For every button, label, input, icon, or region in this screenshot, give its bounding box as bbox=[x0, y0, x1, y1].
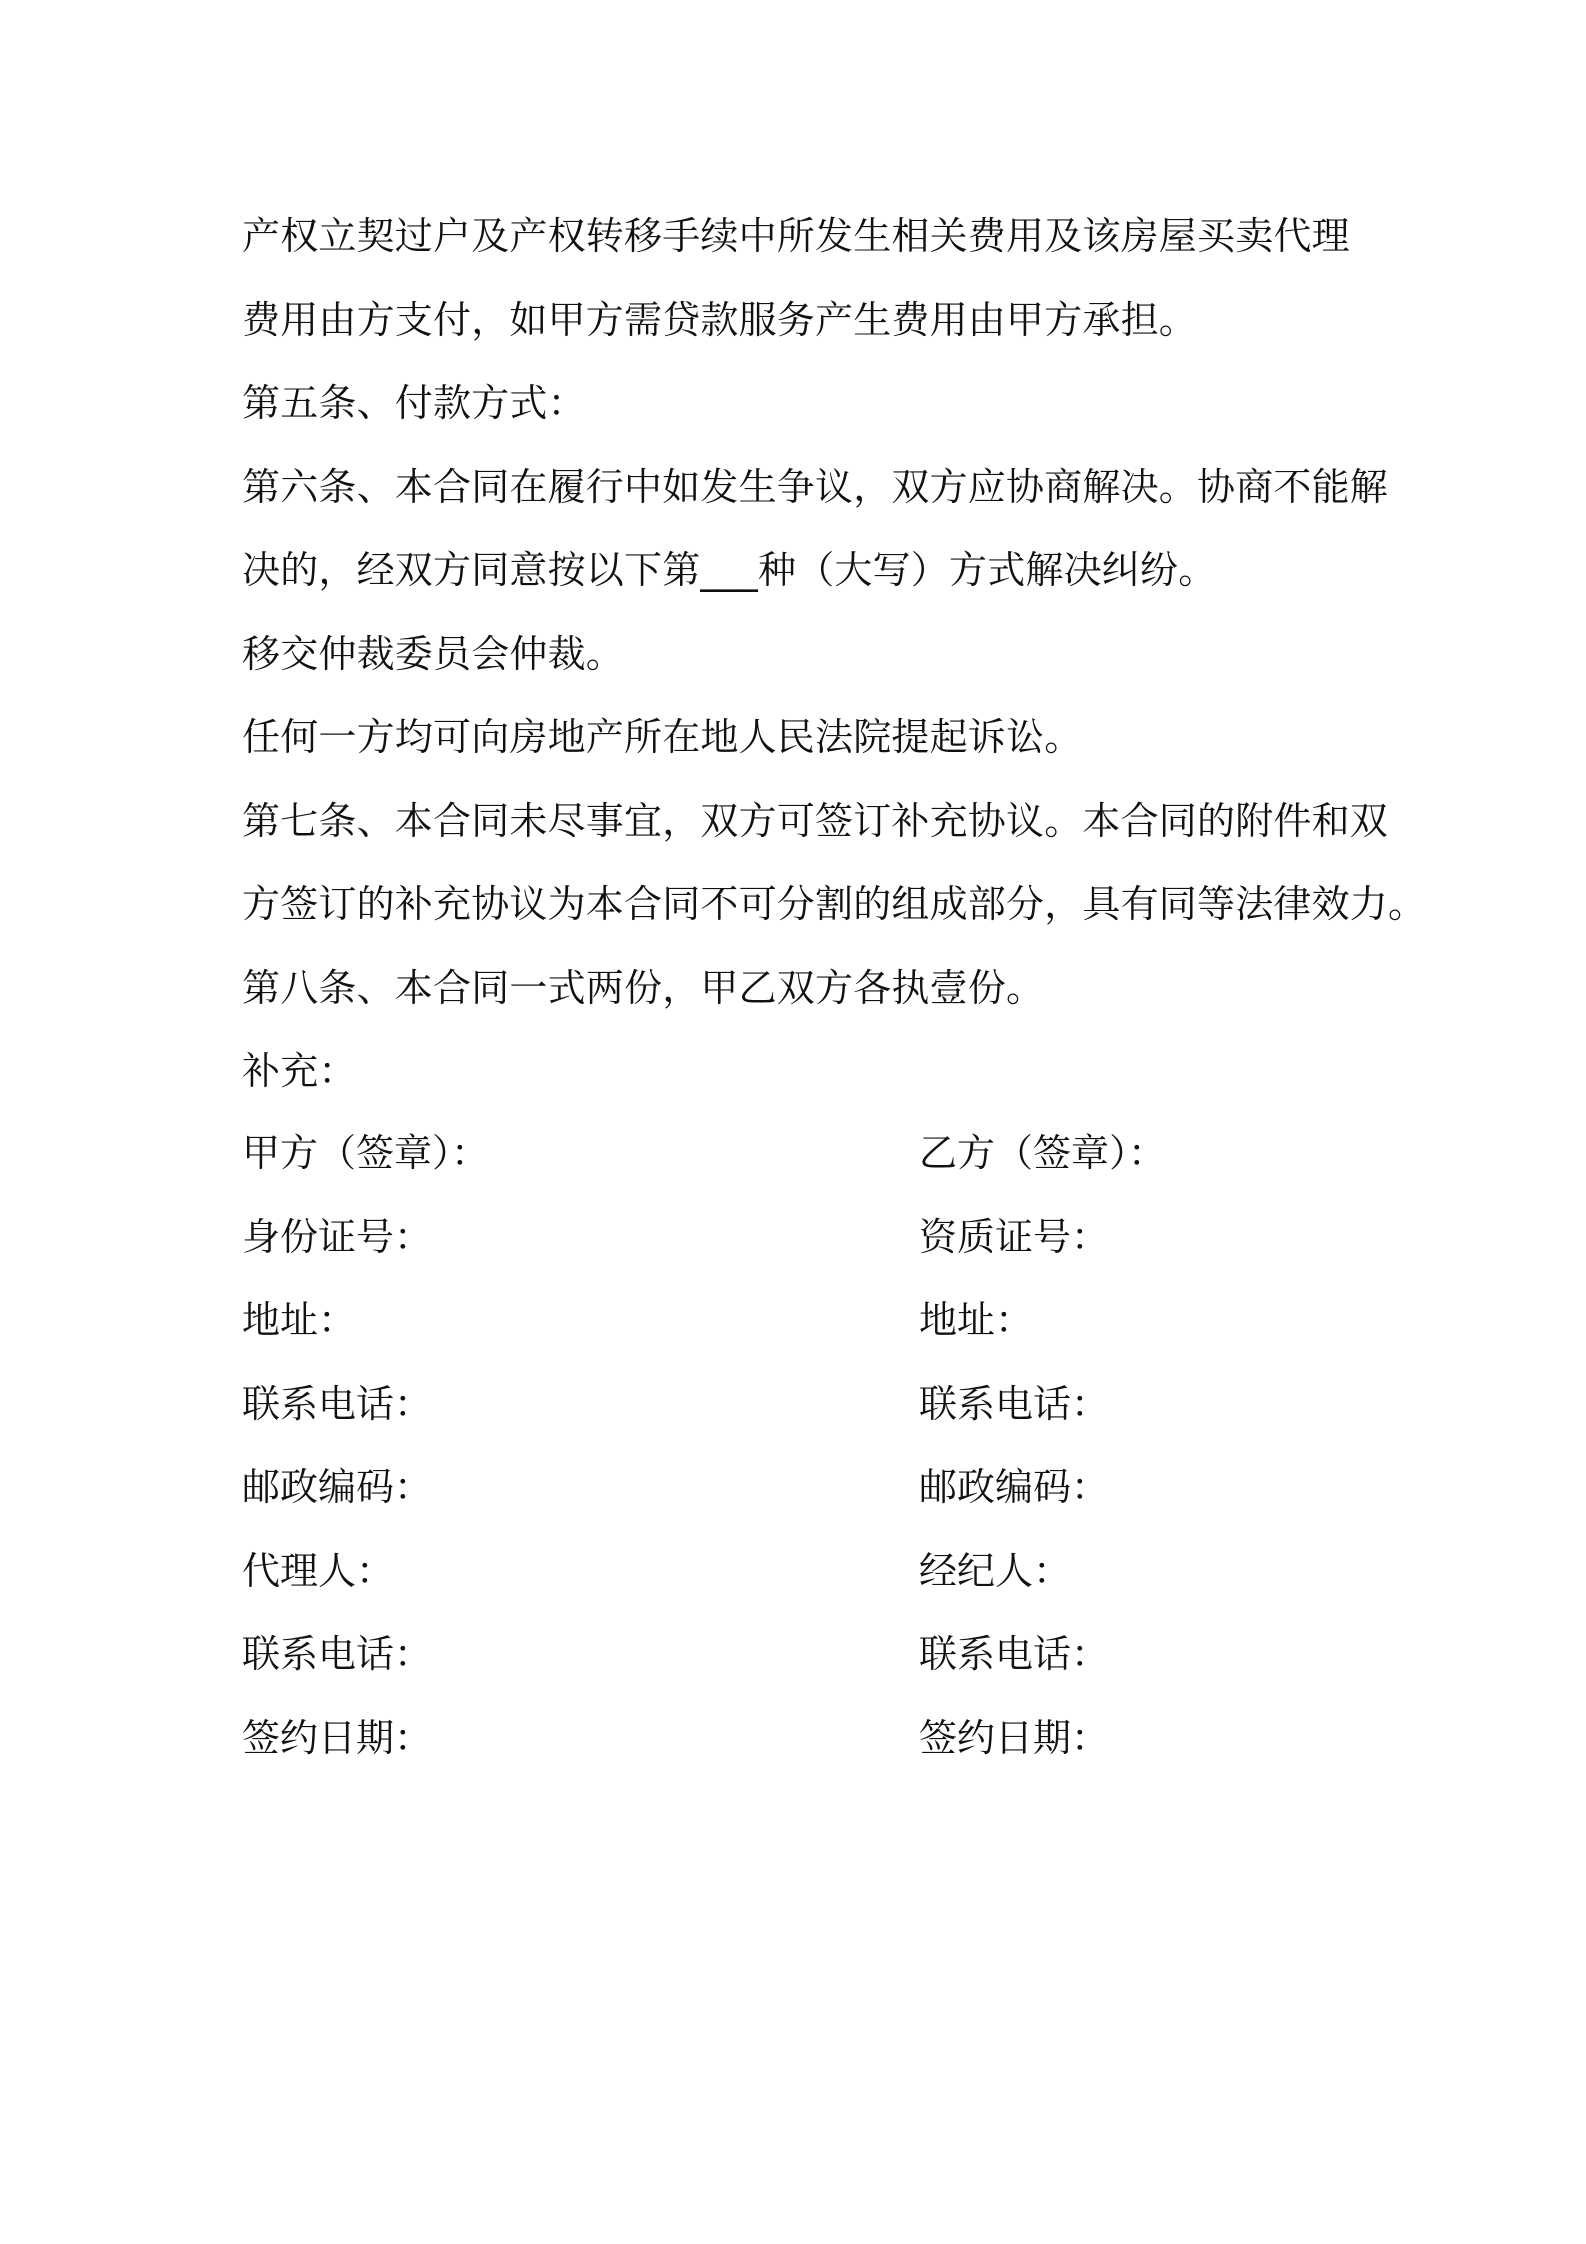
article-5-heading: 第五条、付款方式： bbox=[242, 381, 586, 425]
contract-body bbox=[242, 195, 1427, 1114]
signature-block bbox=[242, 1112, 1402, 1780]
paragraph-line: 产权立契过户及产权转移手续中所发生相关费用及该房屋买卖代理 bbox=[242, 214, 1350, 258]
article-7-line: 第七条、本合同未尽事宜，双方可签订补充协议。本合同的附件和双 bbox=[242, 798, 1389, 843]
party-a-phone-label: 联系电话： bbox=[242, 1381, 433, 1426]
dispute-option-litigation: 任何一方均可向房地产所在地人民法院提起诉讼。 bbox=[242, 715, 1083, 759]
article-6-line: 第六条、本合同在履行中如发生争议，双方应协商解决。协商不能解 bbox=[242, 464, 1389, 509]
party-b-phone-label: 联系电话： bbox=[919, 1381, 1110, 1426]
party-a-sign-date-label: 签约日期： bbox=[242, 1715, 433, 1760]
signature-row bbox=[242, 1613, 1402, 1697]
party-b-seal-label: 乙方（签章）： bbox=[919, 1131, 1167, 1175]
party-a-agent-label: 代理人： bbox=[242, 1548, 395, 1593]
party-a-postcode-label: 邮政编码： bbox=[242, 1465, 433, 1509]
article-6-line: 决的，经双方同意按以下第___种（大写）方式解决纠纷。 bbox=[242, 548, 1217, 592]
signature-row bbox=[242, 1363, 1402, 1447]
signature-row bbox=[242, 1112, 1402, 1196]
signature-row bbox=[242, 1279, 1402, 1363]
party-b-postcode-label: 邮政编码： bbox=[919, 1465, 1110, 1509]
party-b-qualification-label: 资质证号： bbox=[919, 1214, 1110, 1259]
paragraph-line: 费用由方支付，如甲方需贷款服务产生费用由甲方承担。 bbox=[242, 297, 1198, 342]
supplement-label: 补充： bbox=[242, 1049, 357, 1093]
party-b-sign-date-label: 签约日期： bbox=[919, 1715, 1110, 1760]
party-b-address-label: 地址： bbox=[919, 1298, 1034, 1342]
signature-row bbox=[242, 1697, 1402, 1781]
article-7-line: 方签订的补充协议为本合同不可分割的组成部分，具有同等法律效力。 bbox=[242, 882, 1427, 926]
party-a-address-label: 地址： bbox=[242, 1298, 357, 1342]
party-a-seal-label: 甲方（签章）： bbox=[242, 1131, 490, 1175]
signature-row bbox=[242, 1446, 1402, 1530]
party-b-broker-phone-label: 联系电话： bbox=[919, 1632, 1110, 1676]
party-b-broker-label: 经纪人： bbox=[919, 1548, 1072, 1593]
signature-row bbox=[242, 1530, 1402, 1614]
article-8-line: 第八条、本合同一式两份，甲乙双方各执壹份。 bbox=[242, 965, 1045, 1010]
signature-row bbox=[242, 1196, 1402, 1280]
dispute-option-arbitration: 移交仲裁委员会仲裁。 bbox=[242, 631, 625, 676]
party-a-id-label: 身份证号： bbox=[242, 1214, 433, 1259]
party-a-agent-phone-label: 联系电话： bbox=[242, 1632, 433, 1676]
